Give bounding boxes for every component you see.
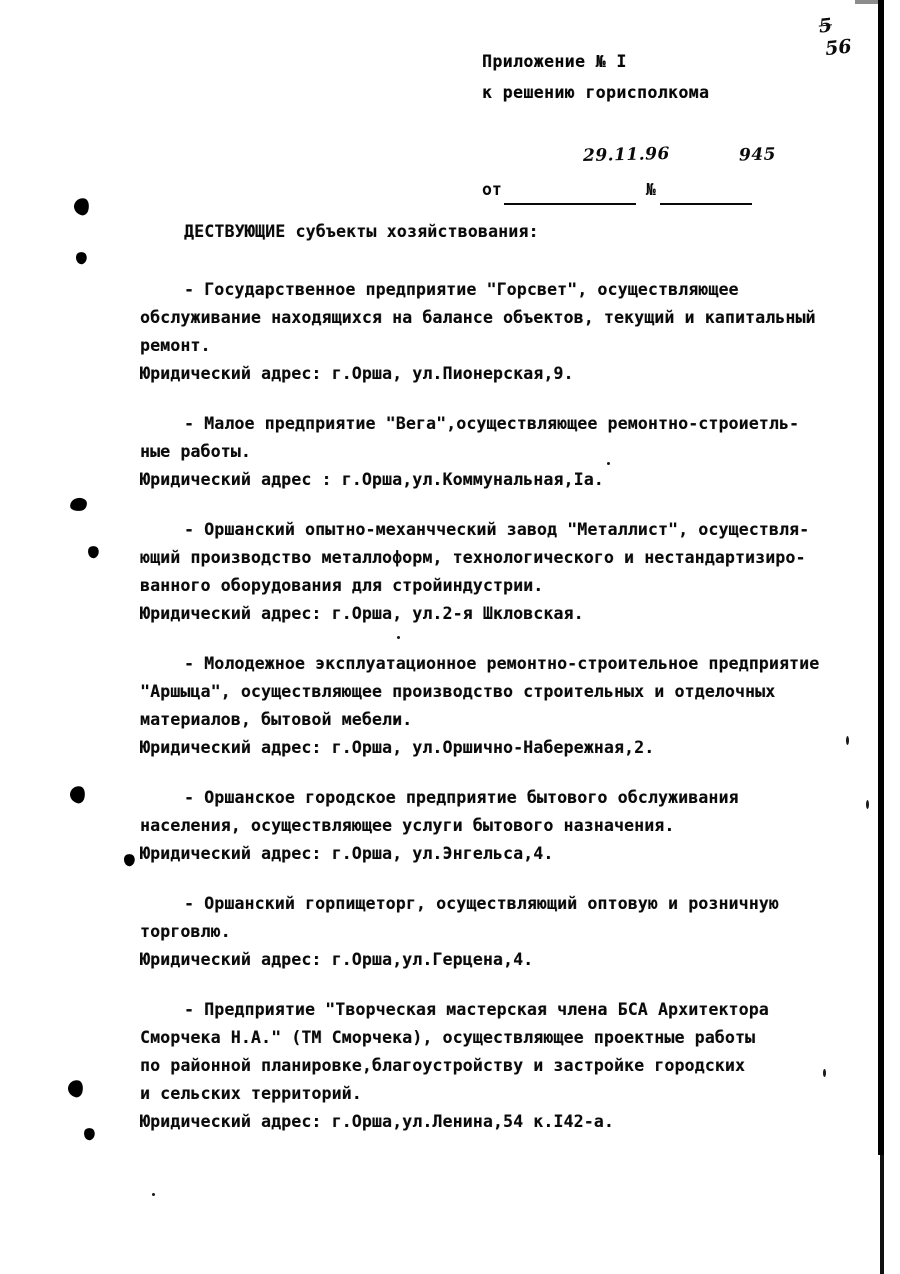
- entity-name-line: - Государственное предприятие "Горсвет", осуществляющее: [184, 280, 739, 299]
- ink-blot-margin-1: [72, 196, 91, 216]
- entity-entry: [140, 996, 840, 1136]
- ink-blot-margin-7: [66, 1078, 85, 1098]
- entity-description-line: населения, осуществляющее услуги бытового назначения.: [140, 816, 675, 835]
- entity-description-line: торговлю.: [140, 922, 231, 941]
- ink-blot-margin-2: [74, 250, 89, 265]
- document-header: [482, 46, 812, 205]
- entity-name-line: - Молодежное эксплуатационное ремонтно-строительное предприятие: [184, 654, 820, 673]
- entity-legal-address: Юридический адрес: г.Орша, ул.Энгельса,4.: [140, 844, 554, 863]
- entity-name-line: - Оршанский горпищеторг, осуществляющий оптовую и розничную: [184, 894, 779, 913]
- entity-legal-address: Юридический адрес: г.Орша, ул.Пионерская,9.: [140, 364, 574, 383]
- entity-description-line: Сморчека Н.А." (ТМ Сморчека), осуществляющее проектные работы: [140, 1028, 756, 1047]
- entity-legal-address: Юридический адрес: г.Орша, ул.Оршично-Набережная,2.: [140, 738, 655, 757]
- header-from-label: от: [482, 180, 502, 199]
- entity-name-line: - Малое предприятие "Вега",осуществляющее ремонтно-строиетль-: [184, 414, 800, 433]
- ink-blot-margin-4: [86, 544, 101, 559]
- page-edge-right-shadow: [878, 0, 884, 1274]
- header-appendix-line: Приложение № I: [482, 52, 627, 71]
- entity-description-line: ные работы.: [140, 442, 251, 461]
- entity-description-line: ванного оборудования для стройиндустрии.: [140, 576, 544, 595]
- ink-blot-margin-6: [122, 852, 137, 867]
- entity-entry: [140, 410, 840, 494]
- entity-description-line: и сельских территорий.: [140, 1084, 362, 1103]
- entity-description-line: ющий производство металлоформ, технологического и нестандартизиро-: [140, 548, 806, 567]
- header-date-value: 29.11.96: [583, 143, 671, 167]
- handwritten-folio-number: [818, 13, 853, 62]
- entity-legal-address: Юридический адрес: г.Орша,ул.Ленина,54 к.I42-а.: [140, 1112, 614, 1131]
- document-title: ДЕСТВУЮЩИЕ субъекты хозяйствования:: [184, 222, 539, 241]
- ink-blot-margin-8: [82, 1126, 97, 1141]
- scan-speck-5: [866, 800, 869, 809]
- header-number-symbol: №: [645, 180, 656, 199]
- page-edge-right-shadow-lower: [878, 1155, 884, 1274]
- entity-description-line: материалов, бытовой мебели.: [140, 710, 413, 729]
- entity-entry: [140, 890, 840, 974]
- entity-legal-address: Юридический адрес: г.Орша, ул.2-я Шкловская.: [140, 604, 584, 623]
- entries-list: [140, 276, 840, 1136]
- ink-blot-margin-3: [69, 497, 88, 512]
- header-number-value: 945: [739, 144, 777, 166]
- document-body: [140, 218, 840, 1158]
- entity-name-line: - Оршанский опытно-механчческий завод "Металлист", осуществля-: [184, 520, 810, 539]
- ink-blot-margin-5: [68, 784, 87, 804]
- folio-struck-number: 5: [817, 14, 834, 38]
- entity-entry: [140, 650, 840, 762]
- entity-name-line: - Предприятие "Творческая мастерская члена БСА Архитектора: [184, 1000, 769, 1019]
- entity-name-line: - Оршанское городское предприятие бытового обслуживания: [184, 788, 739, 807]
- scan-speck-4: [846, 736, 849, 745]
- entity-description-line: ремонт.: [140, 336, 211, 355]
- header-date-number-row: [482, 108, 812, 205]
- header-number-field: [660, 108, 777, 205]
- folio-current-number: 56: [824, 35, 853, 61]
- header-decision-line: к решению горисполкома: [482, 83, 710, 102]
- entity-legal-address: Юридический адрес : г.Орша,ул.Коммунальная,Iа.: [140, 470, 604, 489]
- entity-entry: [140, 784, 840, 868]
- entity-description-line: по районной планировке,благоустройству и застройке городских: [140, 1056, 746, 1075]
- entity-entry: [140, 516, 840, 628]
- scan-speck-7: [152, 1193, 155, 1196]
- entity-description-line: обслуживание находящихся на балансе объектов, текущий и капитальный: [140, 308, 816, 327]
- entity-entry: [140, 276, 840, 388]
- entity-legal-address: Юридический адрес: г.Орша,ул.Герцена,4.: [140, 950, 534, 969]
- entity-description-line: "Аршыца", осуществляющее производство строительных и отделочных: [140, 682, 776, 701]
